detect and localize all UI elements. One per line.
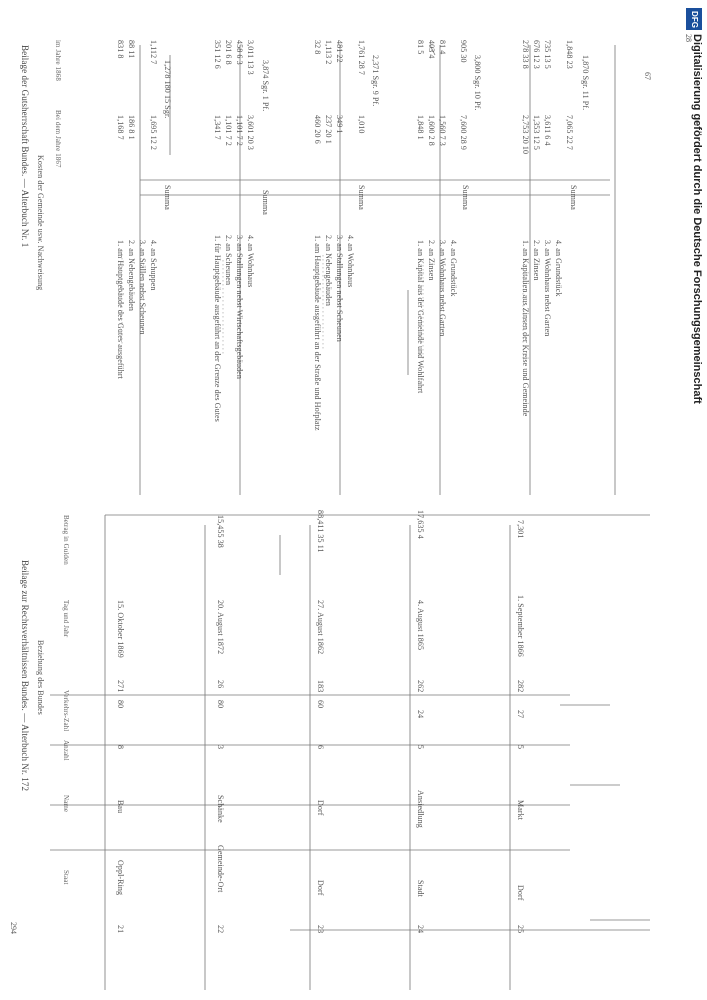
left-col-traffic: Verkehrs-Zahl	[62, 690, 70, 732]
group-value: 1,695 12 2	[149, 115, 158, 150]
group-value: 237 20 1	[324, 115, 333, 144]
row-date: 20. August 1872	[216, 600, 225, 655]
group-value2: 81 4	[438, 40, 447, 55]
group-value2: 735 13 5	[543, 40, 552, 69]
group-value2: 278 33 8	[521, 40, 530, 69]
row-state: Oppl-Ring	[116, 860, 125, 896]
group-line: 1. am Hauptgebäude des Gutes ausgeführt	[116, 240, 125, 379]
row-state: Dorf	[516, 885, 525, 901]
group-value2: 458 6 3	[235, 40, 244, 65]
group-total: 3,800 Sgr. 10 Pf.	[473, 55, 482, 111]
table-rulings	[10, 15, 675, 990]
row-traffic: 27	[516, 710, 525, 719]
group-value2: 481 22	[335, 40, 344, 63]
right-col-title2: im Jahre 1868	[54, 40, 62, 81]
group-value2: 905 30	[459, 40, 468, 63]
group-sum-label: Summa	[569, 185, 578, 210]
left-table-subheader: Beziehung des Bundes	[36, 640, 45, 715]
group-total: 1,870 Sgr. 11 Pf.	[581, 55, 590, 111]
row-traffic: 80	[216, 700, 225, 709]
group-value2: 1,112 7	[149, 40, 158, 65]
row-nr: 22	[216, 925, 225, 934]
group-value2: 831 8	[116, 40, 125, 59]
group-value2: 3,011 13 3	[246, 40, 255, 75]
group-value: 1,848 1	[416, 115, 425, 140]
row-name: Schänke	[216, 795, 225, 823]
group-value: 186 8 1	[127, 115, 136, 140]
row-traffic: 24	[416, 710, 425, 719]
group-value: 3,611 6 4	[543, 115, 552, 146]
row-nr: 21	[116, 925, 125, 934]
group-sum-label: Summa	[163, 185, 172, 210]
group-value: 1,600 2 8	[427, 115, 436, 146]
group-line: 2. an Nebengebäuden	[324, 235, 333, 306]
row-stock: 271	[116, 680, 125, 693]
group-line: 2. an Scheunen	[224, 235, 233, 286]
group-line: 3. an Stallungen nebst Wirtschaftsgebäuden	[235, 235, 244, 379]
group-line: 2. an Zinsen	[532, 240, 541, 281]
group-value2: 676 12 3	[532, 40, 541, 69]
row-name: Bau	[116, 800, 125, 814]
dfg-watermark	[685, 8, 703, 978]
group-value: 1,010	[357, 115, 366, 134]
row-traffic: 80	[116, 700, 125, 709]
group-total: 3,874 Sgr. 1 Pf.	[261, 60, 270, 112]
group-line: 1. am Hauptgebäude ausgeführt an der Straße und Hofplatz	[313, 235, 322, 431]
group-line: 1. an Kapital aus der Gemeinde und Wohlfahrt	[416, 240, 425, 394]
dfg-watermark-text: Digitalisierung gefördert durch die Deutsche Forschungsgemeinschaft	[691, 34, 703, 404]
group-sum-label: Summa	[461, 185, 470, 210]
row-sum: 88,411 35 11	[316, 510, 325, 553]
row-count: 5	[516, 745, 525, 750]
group-sum-label: Summa	[357, 185, 366, 210]
group-line: 1. an Kapitalien aus Zinsen der Kreise und Gemeinde	[521, 240, 530, 417]
dfg-logo-icon: DFG	[686, 8, 702, 30]
row-stock: 282	[516, 680, 525, 693]
row-state: Dorf	[316, 880, 325, 896]
row-sum: 15,455 38	[216, 515, 225, 548]
group-value: 1,168 7	[116, 115, 125, 140]
group-value2: 32 8	[313, 40, 322, 55]
row-name: Dorf	[316, 800, 325, 816]
left-col-sum: Betrag in Gulden	[62, 515, 70, 565]
row-nr: 25	[516, 925, 525, 934]
ruling-lines	[10, 15, 675, 990]
right-col-title: Bei dem Jahre 1867	[54, 110, 62, 168]
group-line: 3. an Wohnhaus nebst Garten	[543, 240, 552, 337]
group-line: 2. an Nebengebäuden	[127, 240, 136, 311]
group-total: 2,371 Sgr. 9 Pf.	[371, 55, 380, 107]
row-date: 1. September 1866	[516, 595, 525, 657]
row-date: 15. Oktober 1869	[116, 600, 125, 658]
left-col-date: Tag und Jahr	[62, 600, 70, 638]
row-traffic: 60	[316, 700, 325, 709]
left-col-state: Staat	[62, 870, 70, 885]
group-value2: 1,848 23	[565, 40, 574, 69]
group-value: 1,353 12 5	[532, 115, 541, 150]
right-table-subheader: Kosten der Gemeinde usw. Nachweisung	[36, 155, 45, 291]
group-value: 460 20 6	[313, 115, 322, 144]
row-count: 6	[316, 745, 325, 750]
group-line: 4. an Grundstück	[554, 240, 563, 297]
group-value2: 201 6 8	[224, 40, 233, 65]
row-sum: 17,635 4	[416, 510, 425, 539]
left-col-name: Name	[62, 795, 70, 813]
group-value2: 1,113 2	[324, 40, 333, 65]
row-date: 4. August 1865	[416, 600, 425, 651]
group-line: 4. an Schuppen	[149, 240, 158, 291]
row-count: 3	[216, 745, 225, 750]
row-count: 8	[116, 745, 125, 750]
group-value: 1,341 7	[213, 115, 222, 140]
group-value2: 1,761 28 7	[357, 40, 366, 75]
row-state: Stadt	[416, 880, 425, 897]
group-value2: 403 4	[427, 40, 436, 59]
group-line: 2. an Zinsen	[427, 240, 436, 281]
row-name: Ansiedlung	[416, 790, 425, 828]
group-value2: 88 11	[127, 40, 136, 59]
group-value: 1,560 7 3	[438, 115, 447, 146]
row-date: 27. August 1862	[316, 600, 325, 655]
group-line: 3. an Stallungen nebst Scheunen	[335, 235, 344, 342]
page-number: 294	[9, 922, 18, 934]
right-table-header: Beilage der Gutsherrschaft Bundes. — Alterbuch Nr. 1	[20, 45, 30, 248]
group-value: 349 1	[335, 115, 344, 134]
group-line: 4. an Wohnhaus	[346, 235, 355, 288]
left-table-header: Beilage zur Rechtsverhältnissen Bundes. — Alterbuch Nr. 172	[20, 560, 30, 792]
group-value: 7,065 22 7	[565, 115, 574, 150]
row-nr: 24	[416, 925, 425, 934]
group-value: 3,601 20 3	[246, 115, 255, 150]
corner-mark: 28	[684, 34, 693, 42]
group-value: 1,101 7 2	[224, 115, 233, 146]
row-stock: 262	[416, 680, 425, 693]
left-col-count: Anzahl	[62, 740, 70, 761]
row-nr: 23	[316, 925, 325, 934]
group-value2: 81 5	[416, 40, 425, 55]
group-value2: 351 12 6	[213, 40, 222, 69]
row-stock: 183	[316, 680, 325, 693]
row-count: 5	[416, 745, 425, 750]
group-line: 3. an Wohnhaus nebst Garten	[438, 240, 447, 337]
group-line: 4. an Grundstück	[449, 240, 458, 297]
group-total: 1,278 180 15 Sgr.	[163, 60, 172, 119]
row-stock: 26	[216, 680, 225, 689]
row-state: Gemeinde-Ort	[216, 845, 225, 893]
group-line: 3. an Ställen nebst Scheunen	[138, 240, 147, 335]
group-line: 4. an Wohnhaus	[246, 235, 255, 288]
group-value: 1,101 7 2	[235, 115, 244, 146]
group-line: 1. für Hauptgebäude ausgeführt an der Grenze des Gutes	[213, 235, 222, 422]
row-sum: 7,301	[516, 520, 525, 539]
group-sum-label: Summa	[261, 190, 270, 215]
group-value: 2,753 20 10	[521, 115, 530, 155]
row-name: Markt	[516, 800, 525, 821]
bottom-mark: 67	[643, 72, 652, 80]
group-value: 7,600 28 9	[459, 115, 468, 150]
